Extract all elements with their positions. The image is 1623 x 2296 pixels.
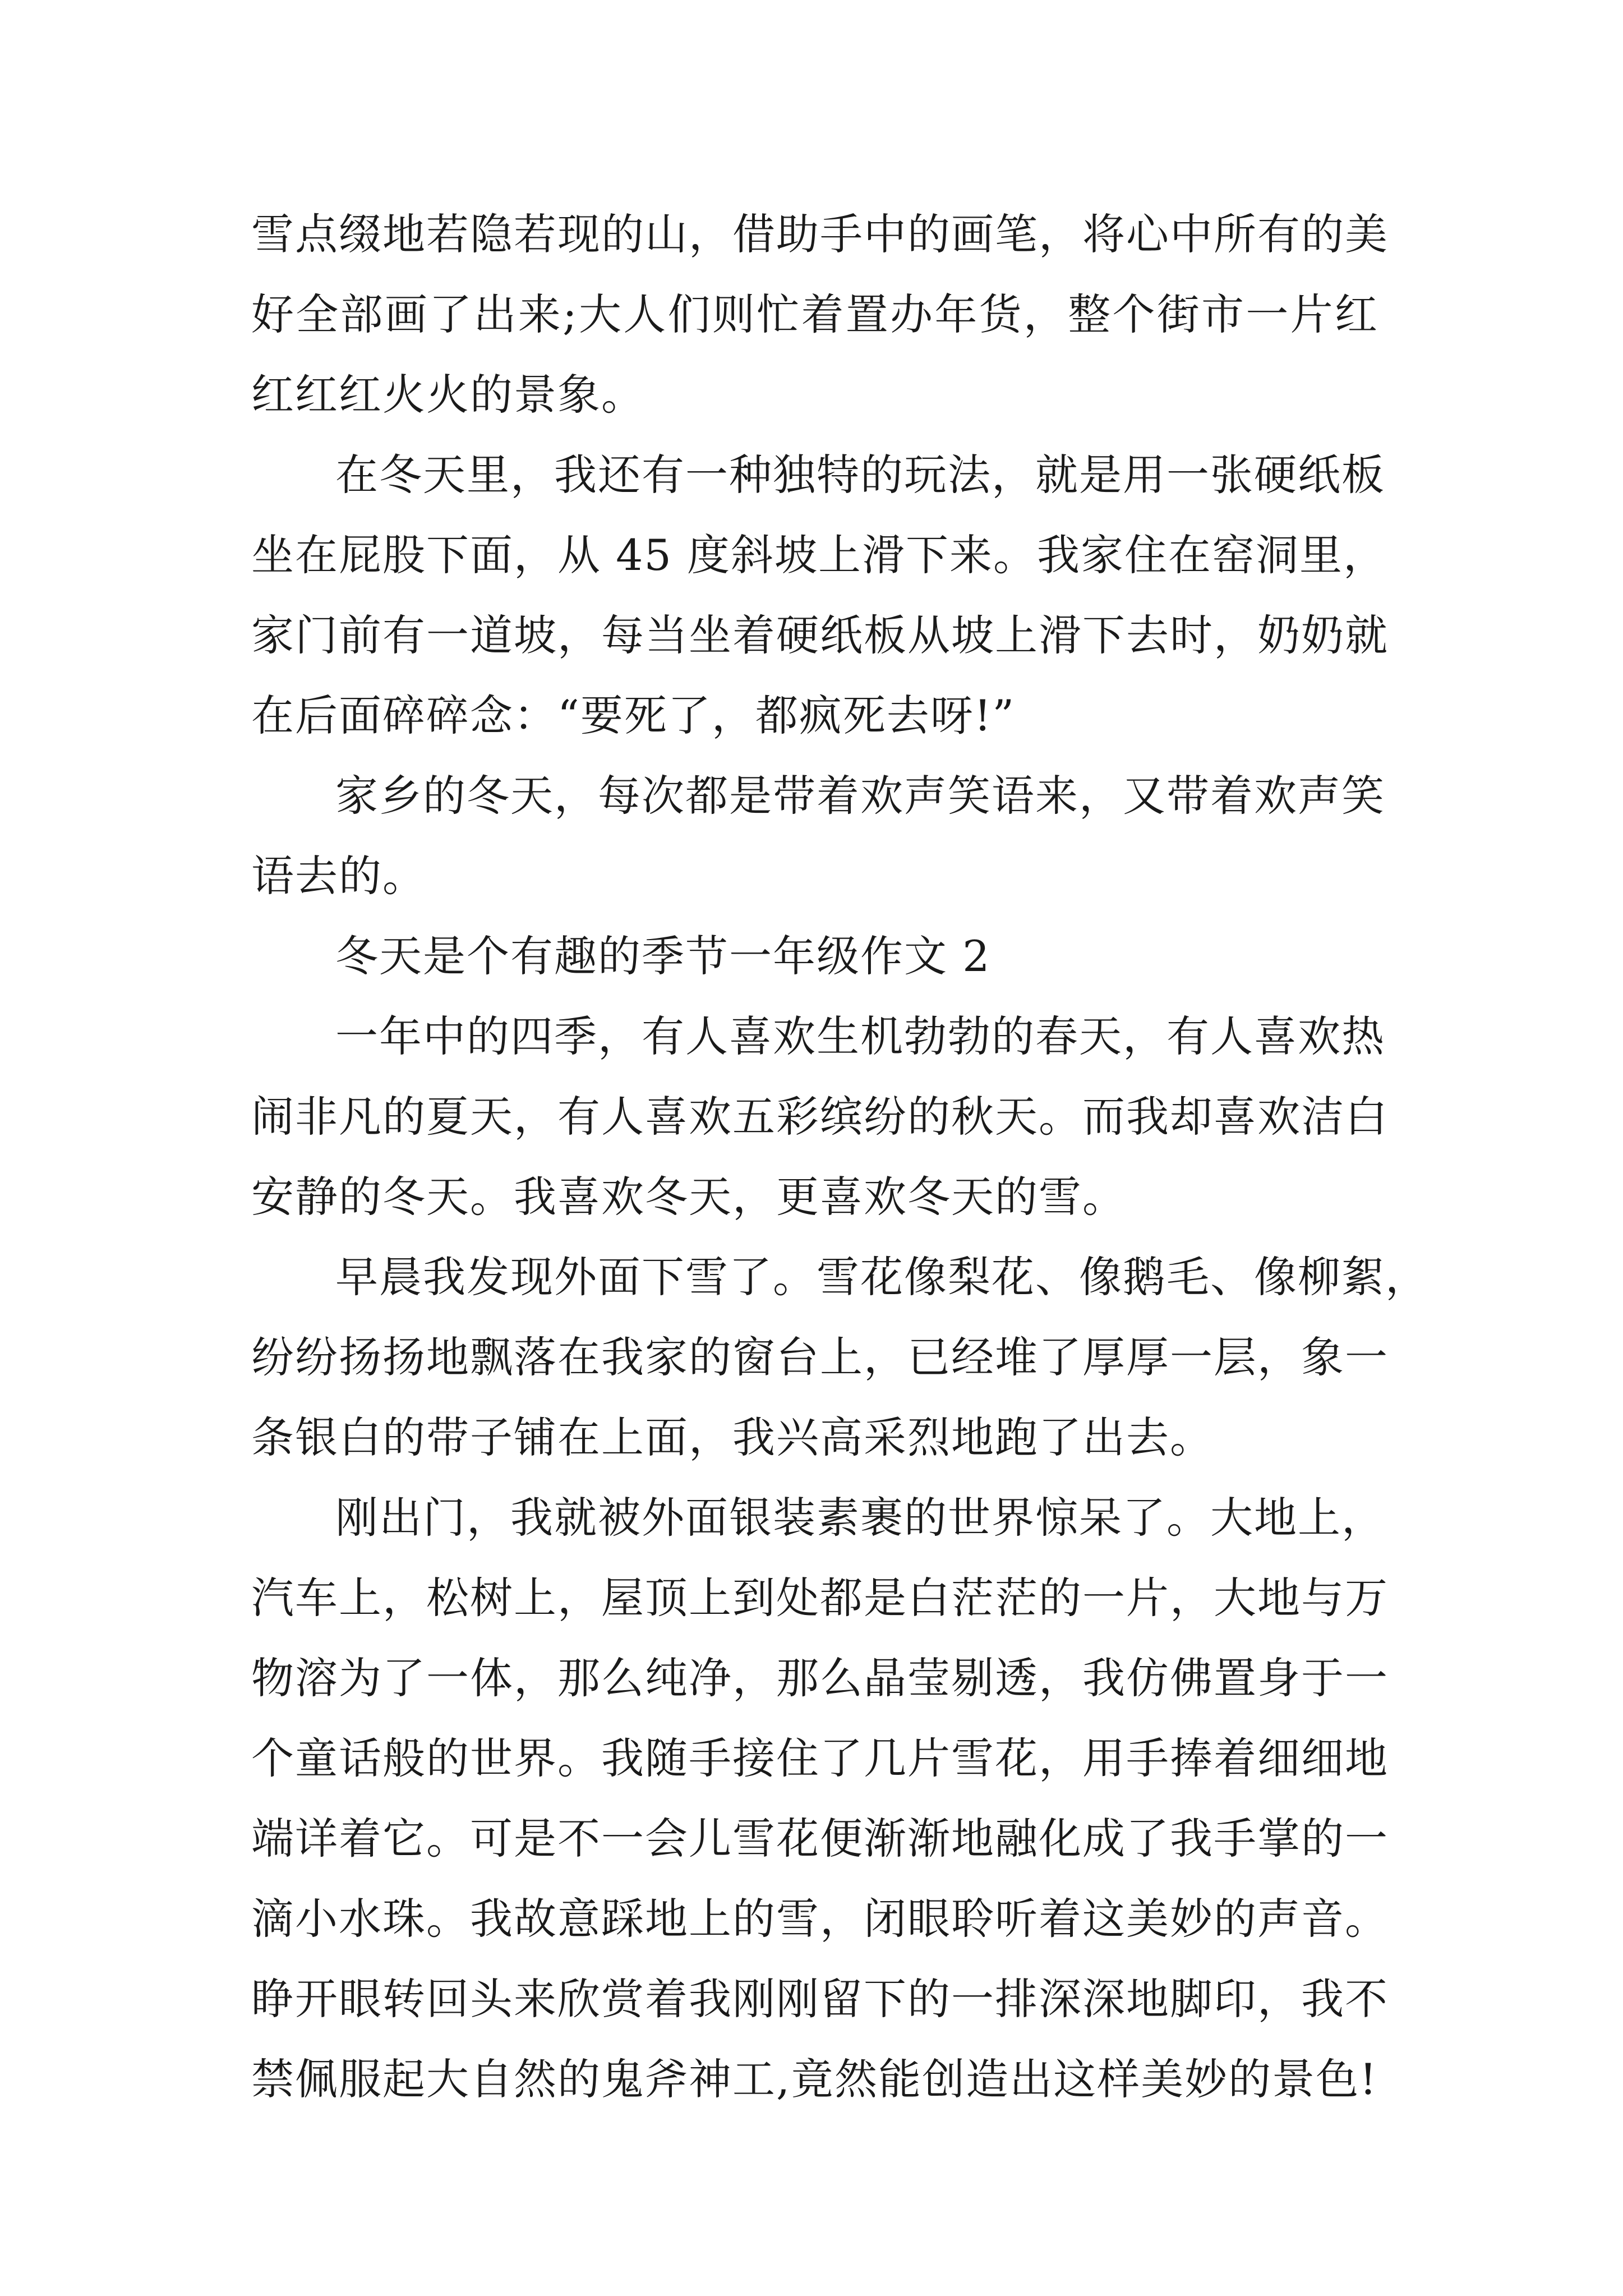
text-line: 红红红火火的景象。: [251, 370, 645, 420]
paragraph: [251, 194, 1389, 435]
text-line: 早晨我发现外面下雪了。雪花像梨花、像鹅毛、像柳絮，: [335, 1252, 1429, 1302]
text-line: 家乡的冬天，每次都是带着欢声笑语来，又带着欢声笑: [335, 771, 1385, 821]
text-line: 刚出门，我就被外面银装素裹的世界惊呆了。大地上，: [335, 1493, 1385, 1543]
text-line: 在冬天里，我还有一种独特的玩法，就是用一张硬纸板: [335, 450, 1385, 500]
paragraph: [251, 1237, 1429, 1478]
text-line: 一年中的四季，有人喜欢生机勃勃的春天，有人喜欢热: [335, 1011, 1385, 1061]
text-line: 家门前有一道坡，每当坐着硬纸板从坡上滑下去时，奶奶就: [251, 610, 1389, 660]
text-line: 禁佩服起大自然的鬼斧神工,竟然能创造出这样美妙的景色!: [251, 2054, 1378, 2104]
text-line: 闹非凡的夏天，有人喜欢五彩缤纷的秋天。而我却喜欢洁白: [251, 1092, 1389, 1142]
text-line: 好全部画了出来;大人们则忙着置办年货，整个街市一片红: [251, 289, 1378, 339]
paragraph: [251, 435, 1389, 756]
section-title: [251, 916, 1378, 996]
text-line: 冬天是个有趣的季节一年级作文 2: [335, 931, 991, 981]
text-line: 端详着它。可是不一会儿雪花便渐渐地融化成了我手掌的一: [251, 1814, 1389, 1864]
text-line: 条银白的带子铺在上面，我兴高采烈地跑了出去。: [251, 1412, 1214, 1462]
text-line: 雪点缀地若隐若现的山，借助手中的画笔，将心中所有的美: [251, 209, 1389, 259]
text-line: 在后面碎碎念：“要死了，都疯死去呀!”: [251, 691, 1016, 740]
paragraph: [251, 756, 1385, 916]
text-line: 睁开眼转回头来欣赏着我刚刚留下的一排深深地脚印，我不: [251, 1974, 1389, 2024]
text-line: 纷纷扬扬地飘落在我家的窗台上，已经堆了厚厚一层，象一: [251, 1332, 1389, 1382]
article-body: [251, 194, 1429, 2119]
paragraph: [251, 1478, 1389, 2119]
text-line: 个童话般的世界。我随手接住了几片雪花，用手捧着细细地: [251, 1733, 1389, 1783]
text-line: 滴小水珠。我故意踩地上的雪，闭眼聆听着这美妙的声音。: [251, 1894, 1389, 1944]
text-line: 安静的冬天。我喜欢冬天，更喜欢冬天的雪。: [251, 1172, 1126, 1222]
text-line: 汽车上，松树上，屋顶上到处都是白茫茫的一片，大地与万: [251, 1573, 1389, 1623]
text-line: 物溶为了一体，那么纯净，那么晶莹剔透，我仿佛置身于一: [251, 1653, 1389, 1703]
text-line: 语去的。: [251, 851, 426, 901]
paragraph: [251, 996, 1389, 1237]
text-line: 坐在屁股下面，从 45 度斜坡上滑下来。我家住在窑洞里，: [251, 530, 1387, 580]
